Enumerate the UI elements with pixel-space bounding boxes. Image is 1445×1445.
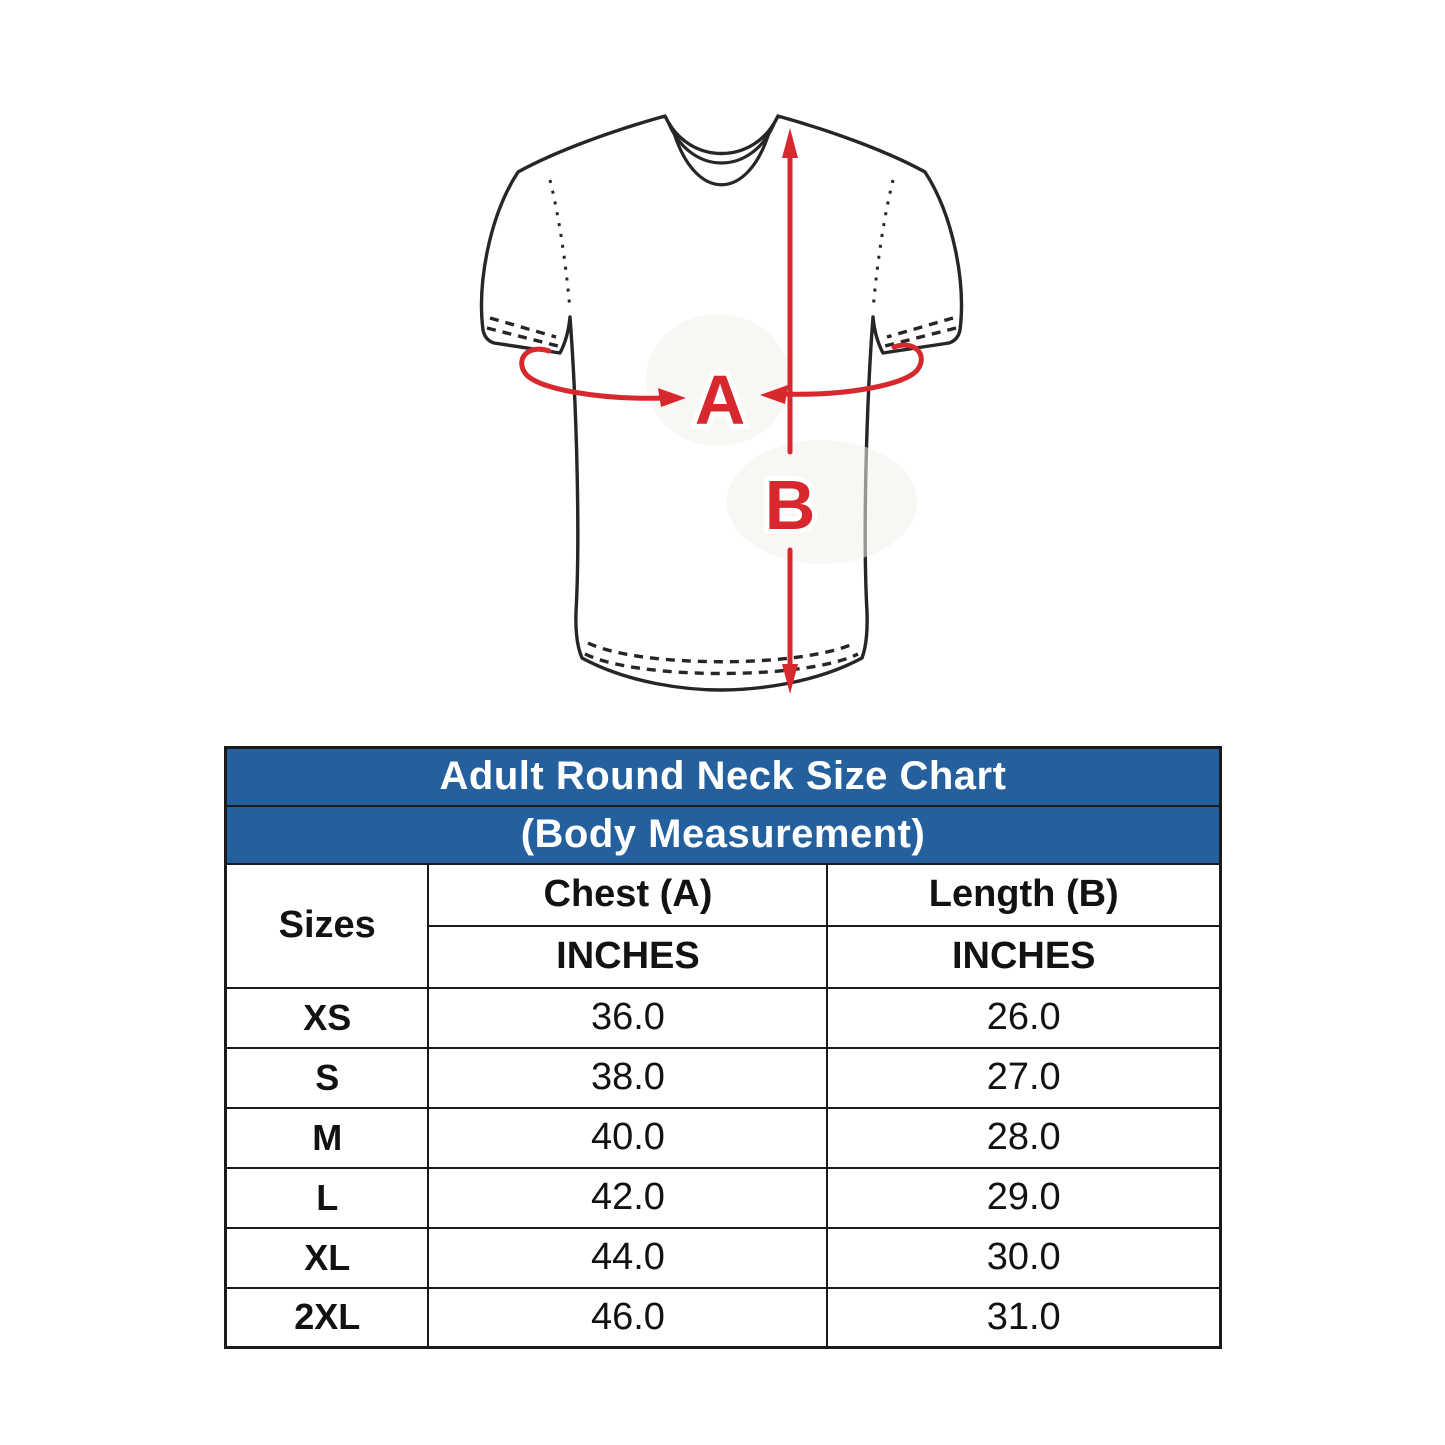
length-measure-label: B bbox=[764, 466, 816, 544]
table-header-row bbox=[226, 864, 1221, 926]
table-row bbox=[226, 1288, 1221, 1348]
halo-behind-b bbox=[727, 440, 917, 564]
table-row bbox=[226, 988, 1221, 1048]
table-title: Adult Round Neck Size Chart bbox=[226, 748, 1221, 806]
size-cell: L bbox=[226, 1168, 429, 1228]
chest-cell: 38.0 bbox=[428, 1048, 827, 1108]
length-cell: 26.0 bbox=[827, 988, 1220, 1048]
chest-measure-label: A bbox=[694, 361, 746, 439]
column-unit-length: INCHES bbox=[827, 926, 1220, 988]
tshirt-diagram-svg bbox=[430, 80, 1010, 720]
size-chart-table bbox=[224, 746, 1222, 1349]
length-cell: 30.0 bbox=[827, 1228, 1220, 1288]
chest-cell: 42.0 bbox=[428, 1168, 827, 1228]
size-cell: M bbox=[226, 1108, 429, 1168]
table-row bbox=[226, 1048, 1221, 1108]
chest-cell: 44.0 bbox=[428, 1228, 827, 1288]
length-cell: 29.0 bbox=[827, 1168, 1220, 1228]
column-header-sizes: Sizes bbox=[226, 864, 429, 988]
column-unit-chest: INCHES bbox=[428, 926, 827, 988]
size-cell: XL bbox=[226, 1228, 429, 1288]
chest-cell: 36.0 bbox=[428, 988, 827, 1048]
length-cell: 31.0 bbox=[827, 1288, 1220, 1348]
chest-cell: 46.0 bbox=[428, 1288, 827, 1348]
tshirt-measurement-diagram bbox=[430, 80, 1010, 720]
size-rows bbox=[226, 988, 1221, 1348]
length-cell: 28.0 bbox=[827, 1108, 1220, 1168]
size-chart-table-container bbox=[224, 746, 1222, 1349]
table-subtitle-row bbox=[226, 806, 1221, 864]
table-subtitle: (Body Measurement) bbox=[226, 806, 1221, 864]
column-header-length: Length (B) bbox=[827, 864, 1220, 926]
table-row bbox=[226, 1108, 1221, 1168]
size-cell: 2XL bbox=[226, 1288, 429, 1348]
table-row bbox=[226, 1228, 1221, 1288]
chest-cell: 40.0 bbox=[428, 1108, 827, 1168]
column-header-chest: Chest (A) bbox=[428, 864, 827, 926]
size-cell: S bbox=[226, 1048, 429, 1108]
table-row bbox=[226, 1168, 1221, 1228]
table-title-row bbox=[226, 748, 1221, 806]
length-cell: 27.0 bbox=[827, 1048, 1220, 1108]
size-cell: XS bbox=[226, 988, 429, 1048]
